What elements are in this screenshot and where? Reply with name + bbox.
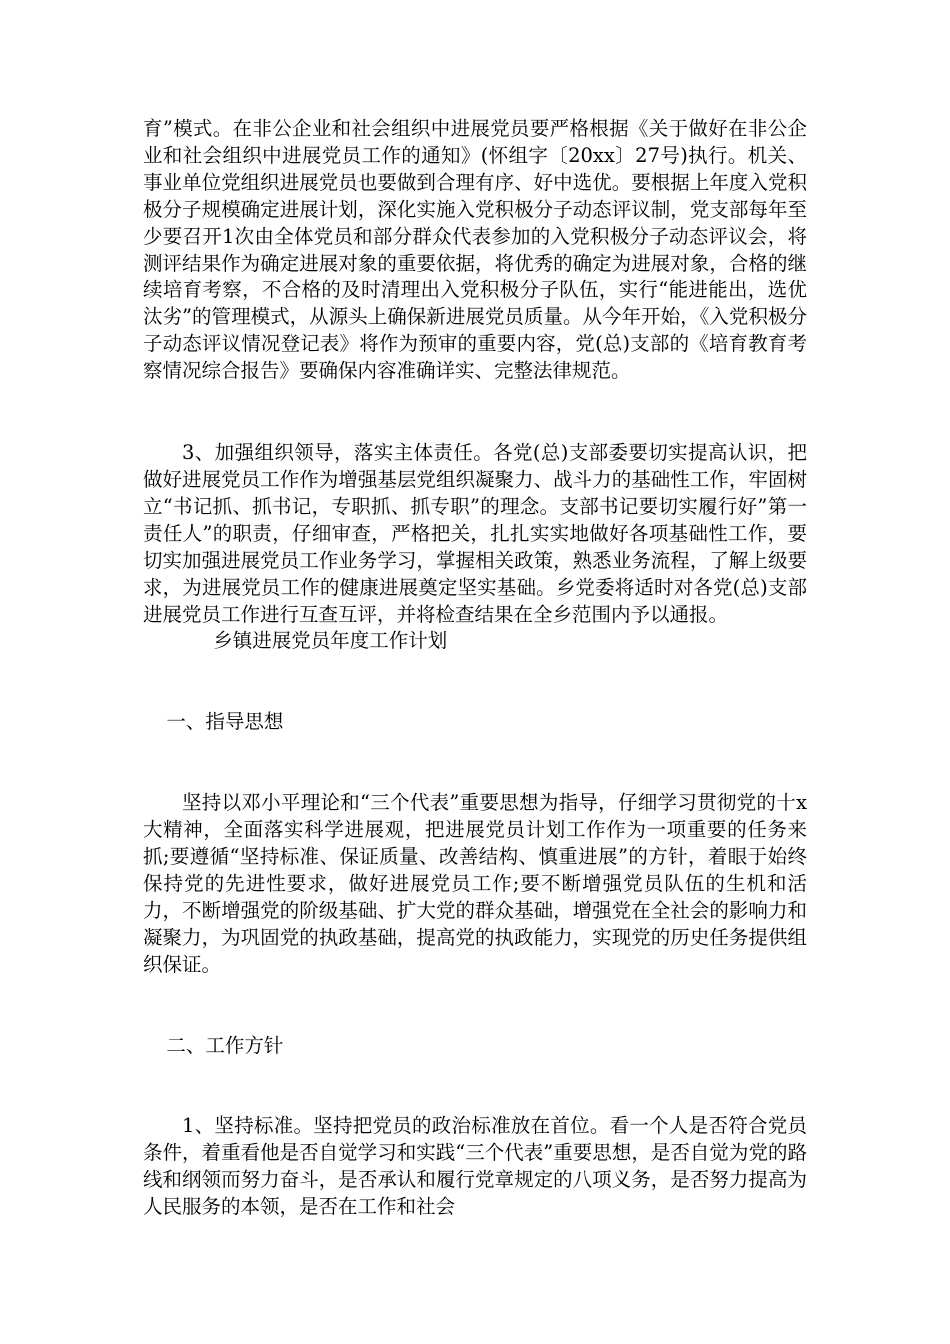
section-heading-guiding-ideology: 一、指导思想 [166, 710, 284, 734]
paragraph-spacer [143, 385, 807, 440]
paragraph-guiding-ideology: 坚持以邓小平理论和“三个代表”重要思想为指导，仔细学习贯彻党的十x大精神，全面落实科学进展观，把进展党员计划工作作为一项重要的任务来抓;要遵循“坚持标准、保证质量、改善结构、慎重进展”的方针，着眼于始终保持党的先进性要求，做好进展党员工作;要不断增强党员队伍的生机和活力，不断增强党的阶级基础、扩大党的群众基础，增强党在全社会的影响力和凝聚力，为巩固党的执政基础，提高党的执政能力，实现党的历史任务提供组织保证。 [143, 791, 807, 976]
paragraph-spacer [143, 736, 807, 790]
paragraph-spacer [143, 655, 807, 709]
paragraph-spacer [143, 1059, 807, 1113]
paragraph-organizational-leadership: 3、加强组织领导，落实主体责任。各党(总)支部委要切实提高认识，把做好进展党员工作作为增强基层党组织凝聚力、战斗力的基础性工作，牢固树立“书记抓、抓书记，专职抓、抓专职”的理念。支部书记要切实履行好”第一责任人”的职责，仔细审查，严格把关，扎扎实实地做好各项基础性工作，要切实加强进展党员工作业务学习，掌握相关政策，熟悉业务流程，了解上级要求，为进展党员工作的健康进展奠定坚实基础。乡党委将适时对各党(总)支部进展党员工作进行互查互评，并将检查结果在全乡范围内予以通报。 [143, 441, 807, 626]
document-title: 乡镇进展党员年度工作计划 [213, 629, 448, 653]
section-heading-work-policy: 二、工作方针 [166, 1033, 284, 1057]
paragraph-spacer [143, 979, 807, 1033]
paragraph-adhere-standards: 1、坚持标准。坚持把党员的政治标准放在首位。看一个人是否符合党员条件，着重看他是否自觉学习和实践“三个代表”重要思想，是否自觉为党的路线和纲领而努力奋斗，是否承认和履行党章规定的八项义务，是否努力提高为人民服务的本领，是否在工作和社会 [143, 1114, 807, 1219]
paragraph-recruitment-management: 育”模式。在非公企业和社会组织中进展党员要严格根据《关于做好在非公企业和社会组织中进展党员工作的通知》(怀组字〔20xx〕27号)执行。机关、事业单位党组织进展党员也要做到合理有序、好中选优。要根据上年度入党积极分子规模确定进展计划，深化实施入党积极分子动态评议制，党支部每年至少要召开1次由全体党员和部分群众代表参加的入党积极分子动态评议会，将测评结果作为确定进展对象的重要依据，将优秀的确定为进展对象，合格的继续培育考察，不合格的及时清理出入党积极分子队伍，实行“能进能出，选优汰劣”的管理模式，从源头上确保新进展党员质量。从今年开始，《入党积极分子动态评议情况登记表》将作为预审的重要内容，党(总)支部的《培育教育考察情况综合报告》要确保内容准确详实、完整法律规范。 [143, 117, 807, 383]
document-page [143, 116, 807, 1221]
